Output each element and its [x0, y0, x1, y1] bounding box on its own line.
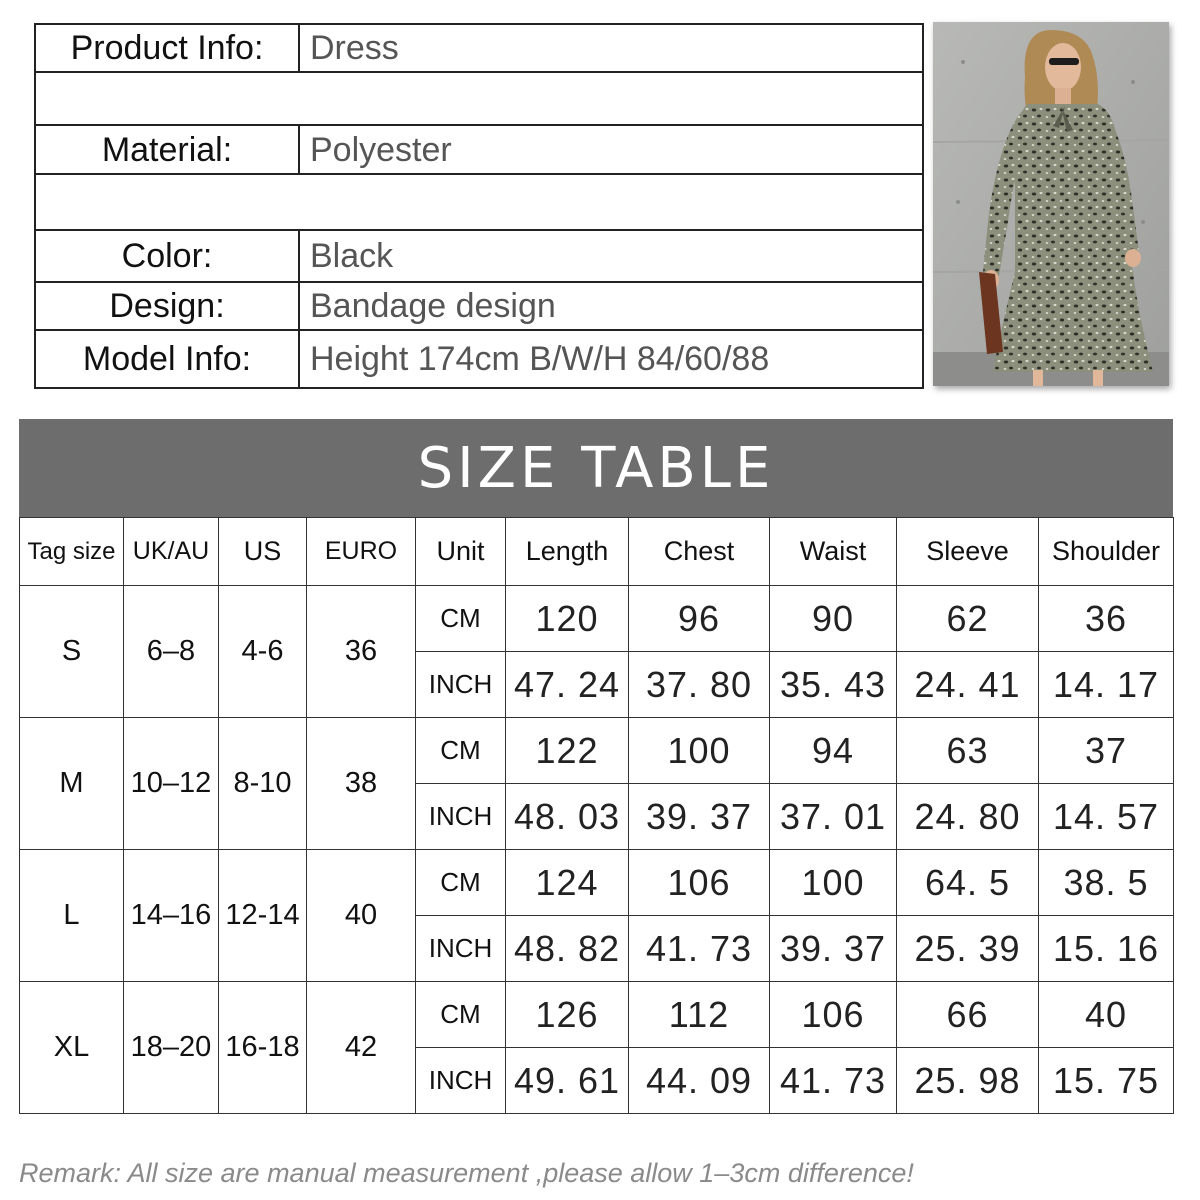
divider — [298, 25, 300, 71]
sleeve-value: 66 — [897, 982, 1039, 1048]
tag-size: L — [20, 850, 124, 982]
shoulder-value: 14. 57 — [1039, 784, 1174, 850]
euro-size: 40 — [307, 850, 416, 982]
shoulder-value: 38. 5 — [1039, 850, 1174, 916]
column-header: Unit — [416, 518, 506, 586]
chest-value: 44. 09 — [629, 1048, 770, 1114]
waist-value: 94 — [770, 718, 897, 784]
unit-label: INCH — [416, 916, 506, 982]
chest-value: 112 — [629, 982, 770, 1048]
length-value: 48. 82 — [506, 916, 629, 982]
uk-au-size: 14–16 — [124, 850, 219, 982]
length-value: 48. 03 — [506, 784, 629, 850]
size-row-cm — [20, 586, 1174, 652]
chest-value: 39. 37 — [629, 784, 770, 850]
shoulder-value: 36 — [1039, 586, 1174, 652]
waist-value: 35. 43 — [770, 652, 897, 718]
product-info-table — [34, 23, 924, 389]
info-label: Product Info: — [70, 28, 264, 67]
info-row-design — [36, 283, 922, 329]
euro-size: 38 — [307, 718, 416, 850]
info-value: Polyester — [310, 131, 452, 169]
waist-value: 39. 37 — [770, 916, 897, 982]
divider — [298, 331, 300, 387]
info-row-model — [36, 331, 922, 387]
waist-value: 100 — [770, 850, 897, 916]
chest-value: 96 — [629, 586, 770, 652]
column-header: EURO — [307, 518, 416, 586]
us-size: 12-14 — [219, 850, 307, 982]
info-row-product — [36, 25, 922, 71]
divider — [298, 231, 300, 281]
column-header: UK/AU — [124, 518, 219, 586]
divider — [298, 126, 300, 175]
sleeve-value: 62 — [897, 586, 1039, 652]
unit-label: CM — [416, 718, 506, 784]
shoulder-value: 15. 16 — [1039, 916, 1174, 982]
us-size: 4-6 — [219, 586, 307, 718]
waist-value: 37. 01 — [770, 784, 897, 850]
length-value: 122 — [506, 718, 629, 784]
info-label: Color: — [121, 236, 213, 275]
info-row-material — [36, 126, 922, 175]
info-label: Material: — [101, 131, 233, 169]
column-header: Waist — [770, 518, 897, 586]
length-value: 124 — [506, 850, 629, 916]
info-value: Height 174cm B/W/H 84/60/88 — [310, 339, 770, 378]
info-row-color — [36, 231, 922, 281]
waist-value: 41. 73 — [770, 1048, 897, 1114]
column-header: Chest — [629, 518, 770, 586]
shoulder-value: 14. 17 — [1039, 652, 1174, 718]
sleeve-value: 24. 41 — [897, 652, 1039, 718]
unit-label: INCH — [416, 1048, 506, 1114]
info-label: Model Info: — [82, 339, 252, 378]
divider — [36, 173, 922, 175]
info-value: Dress — [310, 28, 399, 67]
info-value: Black — [310, 236, 394, 275]
size-row-cm — [20, 850, 1174, 916]
shoulder-value: 40 — [1039, 982, 1174, 1048]
sleeve-value: 64. 5 — [897, 850, 1039, 916]
euro-size: 42 — [307, 982, 416, 1114]
uk-au-size: 6–8 — [124, 586, 219, 718]
waist-value: 90 — [770, 586, 897, 652]
column-header: Sleeve — [897, 518, 1039, 586]
length-value: 126 — [506, 982, 629, 1048]
uk-au-size: 18–20 — [124, 982, 219, 1114]
length-value: 49. 61 — [506, 1048, 629, 1114]
uk-au-size: 10–12 — [124, 718, 219, 850]
size-table-title: SIZE TABLE — [19, 419, 1173, 517]
chest-value: 41. 73 — [629, 916, 770, 982]
sleeve-value: 63 — [897, 718, 1039, 784]
tag-size: XL — [20, 982, 124, 1114]
divider — [298, 283, 300, 329]
size-row-cm — [20, 718, 1174, 784]
size-row-cm — [20, 982, 1174, 1048]
unit-label: INCH — [416, 784, 506, 850]
chest-value: 37. 80 — [629, 652, 770, 718]
remark-note: Remark: All size are manual measurement ,please allow 1–3cm difference! — [19, 1158, 914, 1188]
unit-label: INCH — [416, 652, 506, 718]
length-value: 47. 24 — [506, 652, 629, 718]
column-header: US — [219, 518, 307, 586]
info-value: Bandage design — [310, 286, 556, 325]
shoulder-value: 15. 75 — [1039, 1048, 1174, 1114]
divider — [36, 71, 922, 73]
column-header: Tag size — [20, 518, 124, 586]
model-photo — [933, 22, 1169, 386]
size-table-header-row — [20, 518, 1174, 586]
tag-size: M — [20, 718, 124, 850]
info-label: Design: — [109, 286, 225, 325]
unit-label: CM — [416, 850, 506, 916]
euro-size: 36 — [307, 586, 416, 718]
chest-value: 100 — [629, 718, 770, 784]
waist-value: 106 — [770, 982, 897, 1048]
us-size: 16-18 — [219, 982, 307, 1114]
unit-label: CM — [416, 586, 506, 652]
unit-label: CM — [416, 982, 506, 1048]
tag-size: S — [20, 586, 124, 718]
shoulder-value: 37 — [1039, 718, 1174, 784]
sleeve-value: 25. 39 — [897, 916, 1039, 982]
column-header: Length — [506, 518, 629, 586]
sleeve-value: 24. 80 — [897, 784, 1039, 850]
length-value: 120 — [506, 586, 629, 652]
chest-value: 106 — [629, 850, 770, 916]
sleeve-value: 25. 98 — [897, 1048, 1039, 1114]
us-size: 8-10 — [219, 718, 307, 850]
size-table — [19, 517, 1174, 1114]
model-photo-illustration — [933, 22, 1169, 386]
column-header: Shoulder — [1039, 518, 1174, 586]
